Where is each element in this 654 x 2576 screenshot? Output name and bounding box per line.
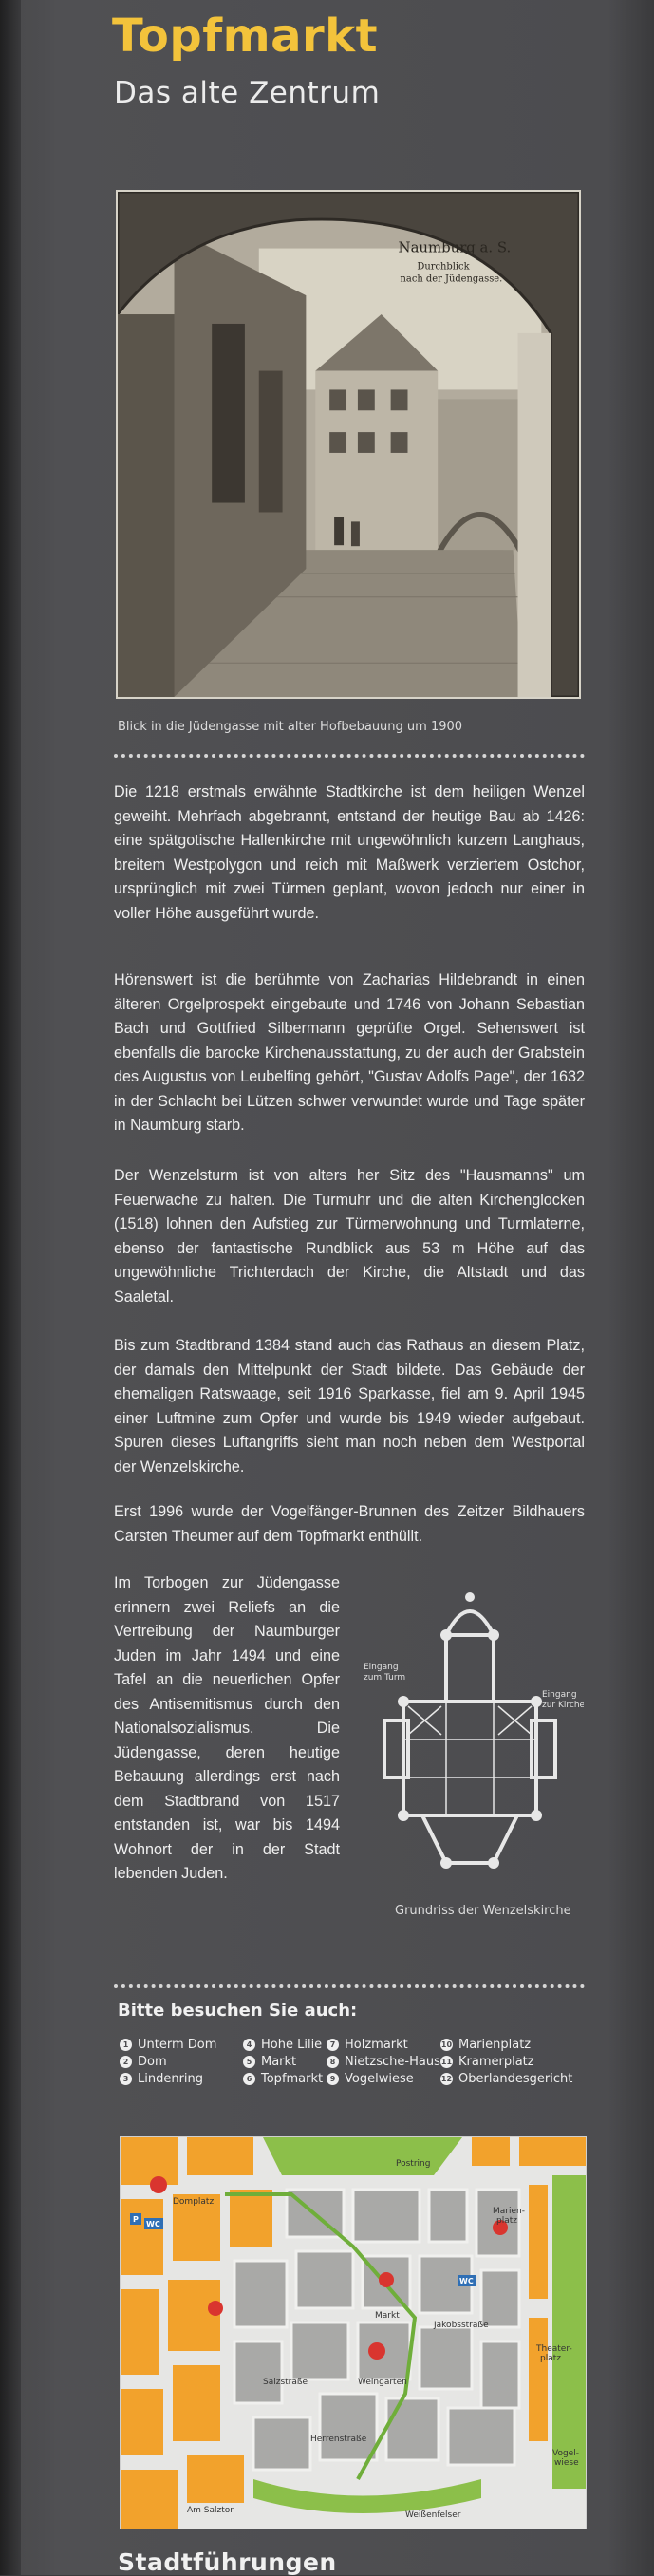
number-badge-icon: 3: [120, 2073, 132, 2085]
number-badge-icon: 10: [440, 2040, 453, 2049]
map-label: Marien-: [493, 2207, 525, 2216]
map-label: Am Salztor: [187, 2506, 234, 2515]
map-label: wiese: [554, 2458, 579, 2468]
dotted-divider: [114, 1984, 585, 1988]
place-item: 7 Holzmarkt: [327, 2038, 440, 2052]
dotted-divider: [114, 754, 585, 758]
section-heading: Stadtführungen: [118, 2548, 337, 2576]
number-badge-icon: 7: [327, 2039, 339, 2051]
floorplan-label: zum Turm: [364, 1673, 406, 1683]
place-item: 6 Topfmarkt: [243, 2072, 327, 2086]
panel-edge: [0, 0, 21, 2575]
number-badge-icon: 8: [327, 2056, 339, 2068]
map-label: Salzstraße: [263, 2378, 308, 2387]
floorplan-label: Eingang: [542, 1690, 577, 1700]
places-list: [120, 2038, 594, 2086]
map-label: Markt: [375, 2311, 400, 2321]
map-label: Weingarten: [358, 2378, 407, 2387]
church-floorplan: [356, 1578, 584, 1882]
map-label: Vogel-: [552, 2449, 579, 2458]
number-badge-icon: 12: [440, 2075, 453, 2083]
floorplan-caption: Grundriss der Wenzelskirche: [395, 1904, 571, 1918]
historic-photo: [116, 190, 581, 699]
town-map: [120, 2136, 587, 2529]
number-badge-icon: 5: [243, 2056, 255, 2068]
paragraph-fountain: Erst 1996 wurde der Vogelfänger-Brunnen des Zeitzer Bildhauers Carsten Theumer auf dem Topfmarkt enthüllt.: [114, 1503, 585, 1545]
place-item: 2 Dom: [120, 2055, 243, 2069]
place-item: 12 Oberlandesgericht: [440, 2072, 573, 2086]
place-item: 1 Unterm Dom: [120, 2038, 243, 2052]
place-item: 9 Vogelwiese: [327, 2072, 440, 2086]
wc-icon: WC: [459, 2277, 474, 2285]
map-label: platz: [496, 2216, 517, 2226]
place-item: 11 Kramerplatz: [440, 2055, 534, 2069]
number-badge-icon: 1: [120, 2039, 132, 2051]
photo-inset-text: Naumburg a. S.: [398, 238, 512, 256]
map-label: Weißenfelser: [405, 2510, 461, 2520]
page-title: Topfmarkt: [112, 9, 379, 63]
page-subtitle: Das alte Zentrum: [114, 76, 381, 110]
paragraph-town-hall: Bis zum Stadtbrand 1384 stand auch das Rathaus an diesem Platz, der damals den Mittelpunkt der Stadt bildete. Das Gebäude der ehemaligen Ratswaage, seit 1916 Sparkasse, fiel am 9. April 1945 einer Luftmine zum Opfer und wurde bis 1949 wieder aufgebaut. Spuren dieses Luftangriffs sieht man noch neben dem Westportal der Wenzelskirche.: [114, 1337, 585, 1476]
place-item: 3 Lindenring: [120, 2072, 243, 2086]
map-label: Herrenstraße: [310, 2435, 367, 2444]
paragraph-juedengasse: Im Torbogen zur Jüdengasse erinnern zwei Reliefs an die Vertreibung der Naumburger Juden im Jahr 1494 und eine Tafel an die neuerlichen Opfer des Antisemitismus durch den Nationalsozialismus. Die Jüdengasse, deren heutige Bebauung allerdings erst nach dem Stadtbrand von 1517 entstanden ist, war bis 1494 Wohnort der in der Stadt lebenden Juden.: [114, 1574, 340, 1882]
map-label: Postring: [396, 2159, 431, 2169]
floorplan-label: zur Kirche: [542, 1701, 584, 1710]
paragraph-church-history: Die 1218 erstmals erwähnte Stadtkirche ist dem heiligen Wenzel geweiht. Mehrfach abgebrannt, entstand der heutige Bau ab 1426: eine spätgotische Hallenkirche mit ungewöhnlich kurzem Langhaus, breitem Westpolygon und reich mit Maßwerk verziertem Ostchor, ursprünglich mit zwei Türmen geplant, wovon jedoch nur einer in voller Höhe ausgeführt wurde.: [114, 783, 585, 922]
paragraph-tower: Der Wenzelsturm ist von alters her Sitz des "Hausmanns" um Feuerwache zu halten. Die Turmuhr und die alten Kirchenglocken (1518) lohnen den Aufstieg zur Türmerwohnung und Turmlaterne, ebenso der fantastische Rundblick aus 53 m Höhe auf das ungewöhnliche Trichterdach der Kirche, die Altstadt und das Saaletal.: [114, 1167, 585, 1306]
paragraph-organ: Hörenswert ist die berühmte von Zacharias Hildebrandt in einen älteren Orgelprospekt eingebaute und 1746 von Johann Sebastian Bach und Gottfried Silbermann geprüfte Orgel. Sehenswert ist ebenfalls die barocke Kirchenausstattung, zu der auch der Grabstein des Augustus von Leubelfing gehört, "Gustav Adolfs Page", der 1632 in der Schlacht bei Lützen schwer verwundet wurde und Tage später in Naumburg starb.: [114, 971, 585, 1134]
map-label: Theater-: [536, 2344, 572, 2354]
map-label: platz: [540, 2354, 561, 2363]
wc-icon: WC: [146, 2220, 160, 2228]
number-badge-icon: 4: [243, 2039, 255, 2051]
place-item: 4 Hohe Lilie: [243, 2038, 327, 2052]
photo-inset-subtext: Durchblick: [417, 261, 470, 273]
photo-illustration: [118, 192, 579, 697]
number-badge-icon: 11: [440, 2058, 453, 2066]
visit-heading: Bitte besuchen Sie auch:: [118, 2001, 358, 2021]
photo-caption: Blick in die Jüdengasse mit alter Hofbebauung um 1900: [118, 720, 463, 734]
map-label: Jakobsstraße: [434, 2321, 489, 2330]
place-item: 8 Nietzsche-Haus: [327, 2055, 440, 2069]
place-item: 5 Markt: [243, 2055, 327, 2069]
map-label: Domplatz: [173, 2197, 215, 2207]
photo-inset-subtext: nach der Jüdengasse.: [400, 273, 503, 285]
floorplan-drawing: [356, 1578, 584, 1882]
number-badge-icon: 6: [243, 2073, 255, 2085]
parking-icon: P: [133, 2215, 139, 2224]
place-item: 10 Marienplatz: [440, 2038, 532, 2052]
floorplan-label: Eingang: [364, 1663, 399, 1672]
number-badge-icon: 2: [120, 2056, 132, 2068]
number-badge-icon: 9: [327, 2073, 339, 2085]
map-drawing: [121, 2137, 586, 2529]
